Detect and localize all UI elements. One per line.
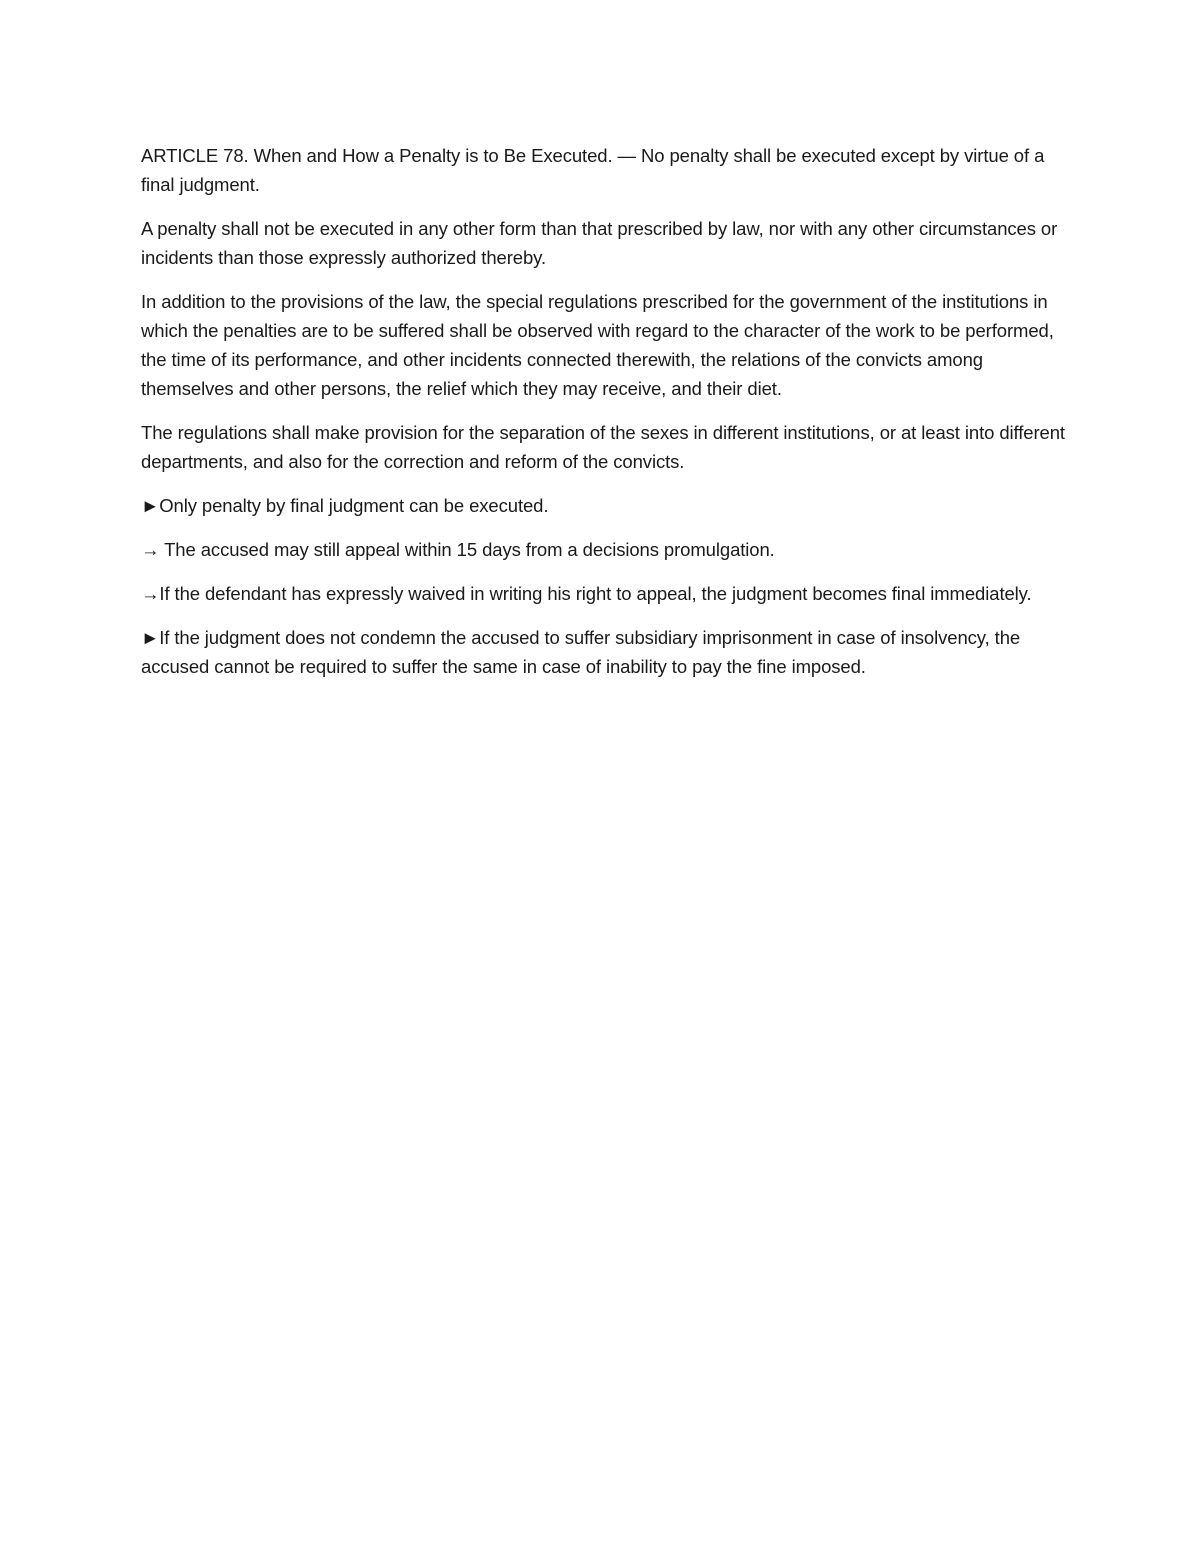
article-heading-paragraph: ARTICLE 78. When and How a Penalty is to Be Executed. — No penalty shall be executed except by virtue of a final judgment. (141, 145, 1045, 195)
note-text: If the judgment does not condemn the accused to suffer subsidiary imprisonment in case of insolvency, the accused cannot be required to suffer the same in case of inability to pay the fine imposed. (141, 627, 1021, 677)
note-paragraph (141, 623, 1065, 681)
pointer-bullet-icon: ► (141, 627, 160, 648)
pointer-bullet-icon: ► (141, 495, 160, 516)
body-paragraph: The regulations shall make provision for the separation of the sexes in different institutions, or at least into different departments, and also for the correction and reform of the convicts. (141, 422, 1065, 472)
arrow-right-icon: → (141, 583, 160, 604)
arrow-right-icon: → (141, 539, 160, 560)
note-paragraph (141, 491, 1065, 520)
document-body (141, 141, 1065, 696)
note-paragraph (141, 535, 1065, 564)
note-text: Only penalty by final judgment can be executed. (159, 495, 549, 516)
body-paragraph: A penalty shall not be executed in any other form than that prescribed by law, nor with any other circumstances or incidents than those expressly authorized thereby. (141, 218, 1058, 268)
note-text: If the defendant has expressly waived in writing his right to appeal, the judgment becomes final immediately. (159, 583, 1032, 604)
note-paragraph (141, 579, 1065, 608)
body-paragraph: In addition to the provisions of the law, the special regulations prescribed for the government of the institutions in which the penalties are to be suffered shall be observed with regard to the character of the work to be performed, the time of its performance, and other incidents connected therewith, the relations of the convicts among themselves and other persons, the relief which they may receive, and their diet. (141, 291, 1054, 399)
note-text: The accused may still appeal within 15 days from a decisions promulgation. (159, 539, 775, 560)
